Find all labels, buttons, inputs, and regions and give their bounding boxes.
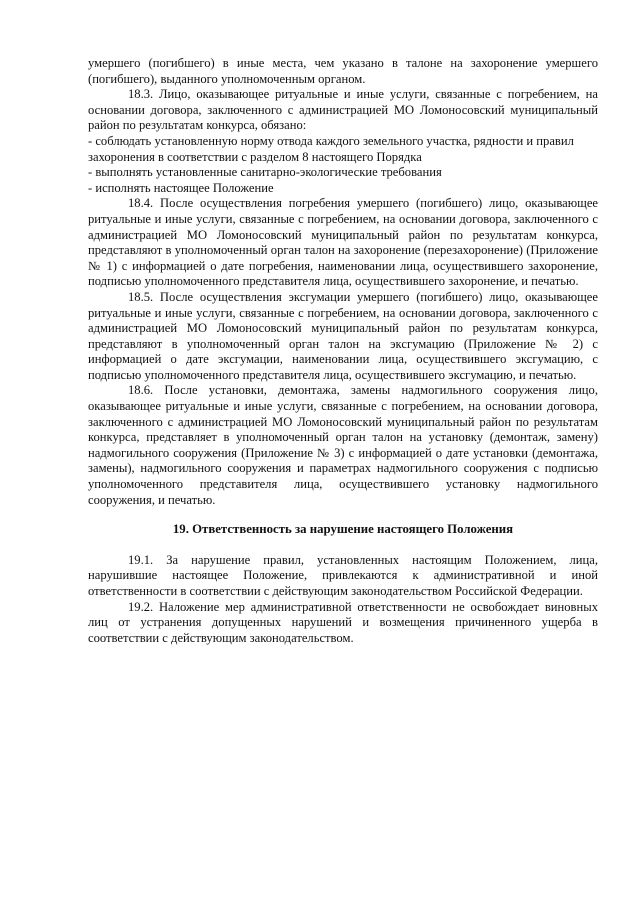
paragraph-19-2: 19.2. Наложение мер административной ответственности не освобождает виновных лиц от устранения допущенных нарушений и возмещения причиненного ущерба в соответствии с действующим законодательством. [88,599,598,645]
list-item-18-3-a: - соблюдать установленную норму отвода каждого земельного участка, рядности и правил захоронения в соответствии с разделом 8 настоящего Порядка [88,133,574,164]
document-page [88,56,598,646]
list-item-18-3-b: - выполнять установленные санитарно-экологические требования [88,165,442,180]
section-heading-19: 19. Ответственность за нарушение настоящего Положения [172,522,514,537]
paragraph-18-3: 18.3. Лицо, оказывающее ритуальные и иные услуги, связанные с погребением, на основании договора, заключенного с администрацией МО Ломоносовский муниципальный район по результатам конкурса, обязано: [88,87,598,133]
paragraph-18-6: 18.6. После установки, демонтажа, замены надмогильного сооружения лицо, оказывающее ритуальные и иные услуги, связанные с погребением, на основании договора, заключенного с администрацией МО Ломоносовский муниципальный район по результатам конкурса, представляет в уполномоченный орган талон на установку (демонтаж, замену) надмогильного сооружения (Приложение № 3) с информацией о дате установки (демонтажа, замены), надмогильного сооружения и параметрах надмогильного сооружения с подписью уполномоченного представителя лица, осуществившего установку надмогильного сооружения, и печатью. [88,383,598,507]
paragraph-18-5: 18.5. После осуществления эксгумации умершего (погибшего) лицо, оказывающее ритуальные и иные услуги, связанные с погребением, на основании договора, заключенного с администрацией МО Ломоносовский муниципальный район по результатам конкурса, представляют в уполномоченный орган талон на эксгумацию (Приложение № 2) с информацией о дате эксгумации, наименовании лица, осуществившего эксгумацию, с подписью уполномоченного представителя лица, осуществившего эксгумацию, и печатью. [88,289,598,382]
paragraph-intro: умершего (погибшего) в иные места, чем указано в талоне на захоронение умершего (погибшего), выданного уполномоченным органом. [88,56,598,86]
paragraph-19-1: 19.1. За нарушение правил, установленных настоящим Положением, лица, нарушившие настоящее Положение, привлекаются к административной и иной ответственности в соответствии с действующим законодательством Российской Федерации. [88,552,598,598]
list-item-18-3-c: - исполнять настоящее Положение [88,180,274,195]
paragraph-18-4: 18.4. После осуществления погребения умершего (погибшего) лицо, оказывающее ритуальные и иные услуги, связанные с погребением, на основании договора, заключенного с администрацией МО Ломоносовский муниципальный район по результатам конкурса, представляют в уполномоченный орган талон на захоронение (перезахоронение) (Приложение № 1) с информацией о дате погребения, наименовании лица, осуществившего захоронение, подписью уполномоченного представителя лица, осуществившего захоронение, и печатью. [88,196,598,289]
